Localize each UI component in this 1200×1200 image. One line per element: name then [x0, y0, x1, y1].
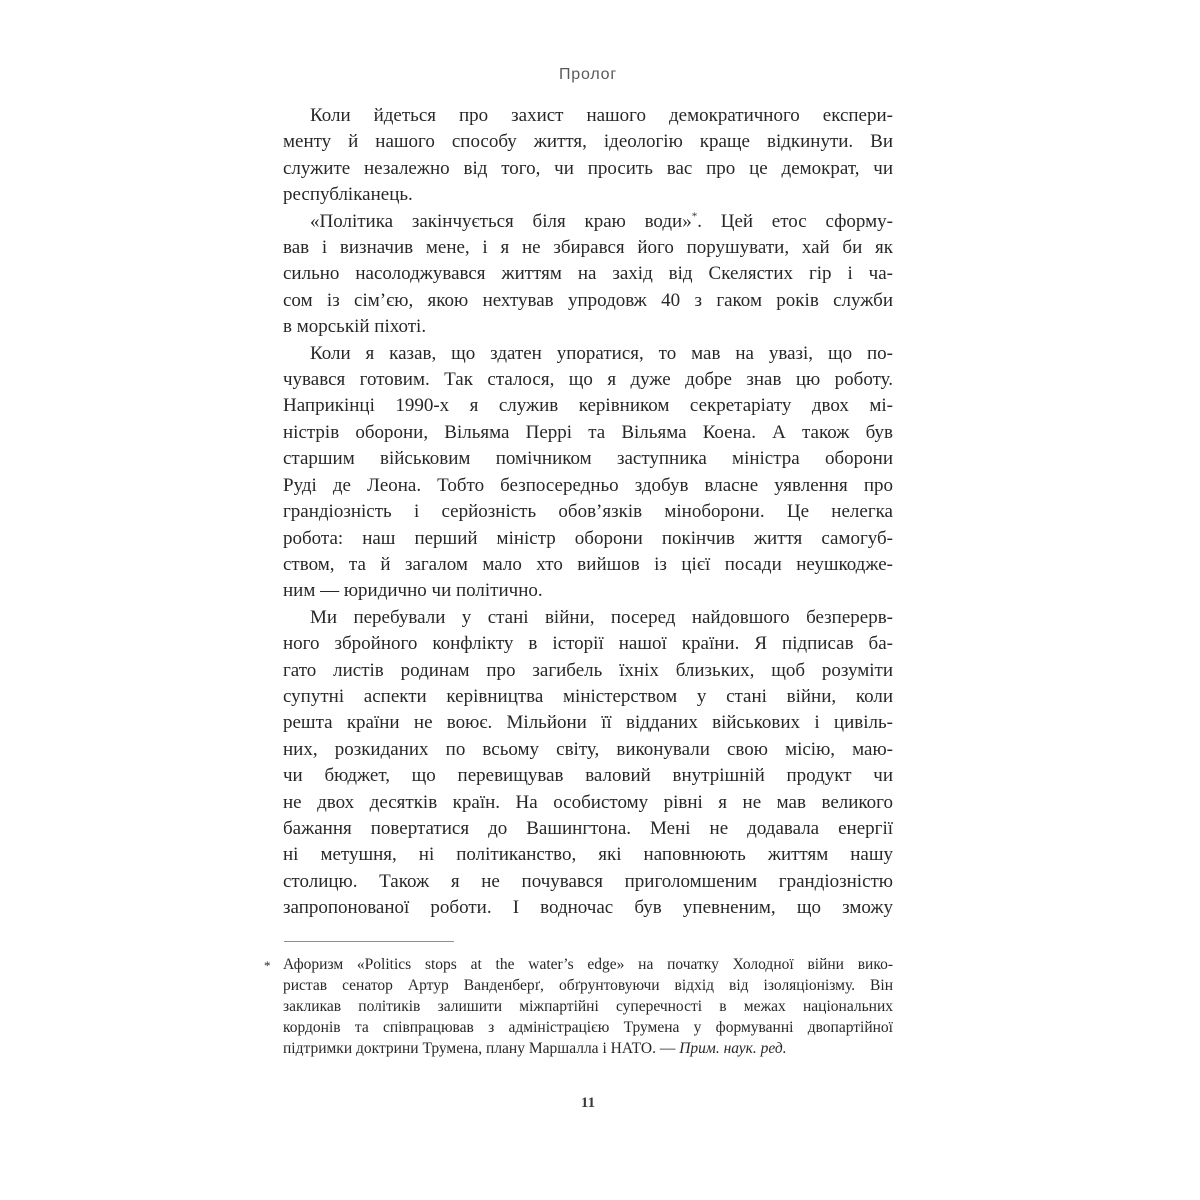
- body-line: в морській піхоті.: [283, 316, 427, 338]
- body-line-text: «Політика закінчується біля краю води»: [310, 210, 692, 232]
- body-line: Коли йдеться про захист нашого демократичного експери-: [310, 105, 893, 126]
- body-line: не двох десятків країн. На особистому рівні я не мав великого: [283, 791, 893, 813]
- body-line: бажання повертатися до Вашингтона. Мені не додавала енергії: [283, 817, 893, 839]
- body-line: республіканець.: [283, 184, 413, 206]
- body-line: ні метушня, ні політиканство, які наповнюють життям нашу: [283, 844, 893, 866]
- paragraph: [283, 341, 893, 605]
- footnote: [264, 954, 893, 1059]
- footnote-divider: [284, 941, 454, 942]
- footnote-line: [283, 1038, 893, 1059]
- body-line: грандіозність і серйозність обов’язків міноборони. Це нелегка: [283, 501, 893, 523]
- body-line: чувався готовим. Так сталося, що я дуже добре знав цю роботу.: [283, 369, 893, 391]
- body-line: старшим військовим помічником заступника міністра оборони: [283, 448, 893, 470]
- body-line: служите незалежно від того, чи просить вас про це демократ, чи: [283, 157, 893, 179]
- body-line: Наприкінці 1990-х я служив керівником секретаріату двох мі-: [283, 395, 893, 417]
- body-line: сильно насолоджувався життям на захід від Скелястих гір і ча-: [283, 263, 893, 285]
- body-line: ним — юридично чи політично.: [283, 580, 543, 602]
- body-text: [283, 103, 893, 922]
- body-line: ністрів оборони, Вільяма Перрі та Вільяма Коена. А також був: [283, 421, 893, 443]
- body-line: запропонованої роботи. І водночас був упевненим, що зможу: [283, 897, 893, 919]
- body-line: вав і визначив мене, і я не збирався його порушувати, хай би як: [283, 237, 893, 259]
- body-line: робота: наш перший міністр оборони покінчив життя самогуб-: [283, 527, 893, 549]
- body-line: [283, 209, 893, 235]
- footnote-line: ристав сенатор Артур Ванденберґ, обґрунтовуючи відхід від ізоляціонізму. Він: [283, 976, 893, 994]
- paragraph: [283, 103, 893, 209]
- body-line: них, розкиданих по всьому світу, виконували свою місію, маю-: [283, 738, 893, 760]
- body-line: ством, та й загалом мало хто вийшов із цієї посади неушкодже-: [283, 553, 893, 575]
- footnote-line-text: підтримки доктрини Трумена, плану Маршалла і НАТО. —: [283, 1039, 680, 1057]
- body-line: Руді де Леона. Тобто безпосередньо здобув власне уявлення про: [283, 474, 893, 496]
- body-line: ного збройного конфлікту в історії нашої країни. Я підписав ба-: [283, 633, 893, 655]
- body-line: супутні аспекти керівництва міністерством у стані війни, коли: [283, 685, 893, 707]
- running-header: Пролог: [559, 66, 617, 83]
- body-line: сом із сім’єю, якою нехтував упродовж 40 з гаком років служби: [283, 289, 893, 311]
- body-line: столицю. Також я не почувався приголомшеним грандіозністю: [283, 870, 893, 892]
- paragraph: [283, 605, 893, 922]
- footnote-line: Афоризм «Politics stops at the water’s edge» на початку Холодної війни вико-: [283, 955, 893, 973]
- text-column: [264, 0, 893, 1112]
- footnote-line: кордонів та співпрацював з адміністрацією Трумена у формуванні двопартійної: [283, 1018, 893, 1036]
- footnote-line: закликав політиків залишити міжпартійні суперечності в межах національних: [283, 997, 893, 1015]
- page-number: 11: [580, 1094, 596, 1111]
- body-line: чи бюджет, що перевищував валовий внутрішній продукт чи: [283, 765, 893, 787]
- body-line: менту й нашого способу життя, ідеологію краще відкинути. Ви: [283, 131, 893, 153]
- footnote-editor-note: Прим. наук. ред.: [679, 1039, 787, 1057]
- footnote-ref-asterisk: *: [691, 210, 698, 223]
- body-line-text: . Цей етос сформу-: [697, 210, 893, 232]
- body-line: Коли я казав, що здатен упоратися, то мав на увазі, що по-: [310, 342, 893, 364]
- body-line: Ми перебували у стані війни, посеред найдовшого безперерв-: [310, 606, 893, 628]
- body-line: решта країни не воює. Мільйони її відданих військових і цивіль-: [283, 712, 893, 734]
- paragraph: [283, 209, 893, 341]
- footnote-marker: *: [264, 957, 271, 973]
- body-line: гато листів родинам про загибель їхніх близьких, щоб розуміти: [283, 659, 893, 681]
